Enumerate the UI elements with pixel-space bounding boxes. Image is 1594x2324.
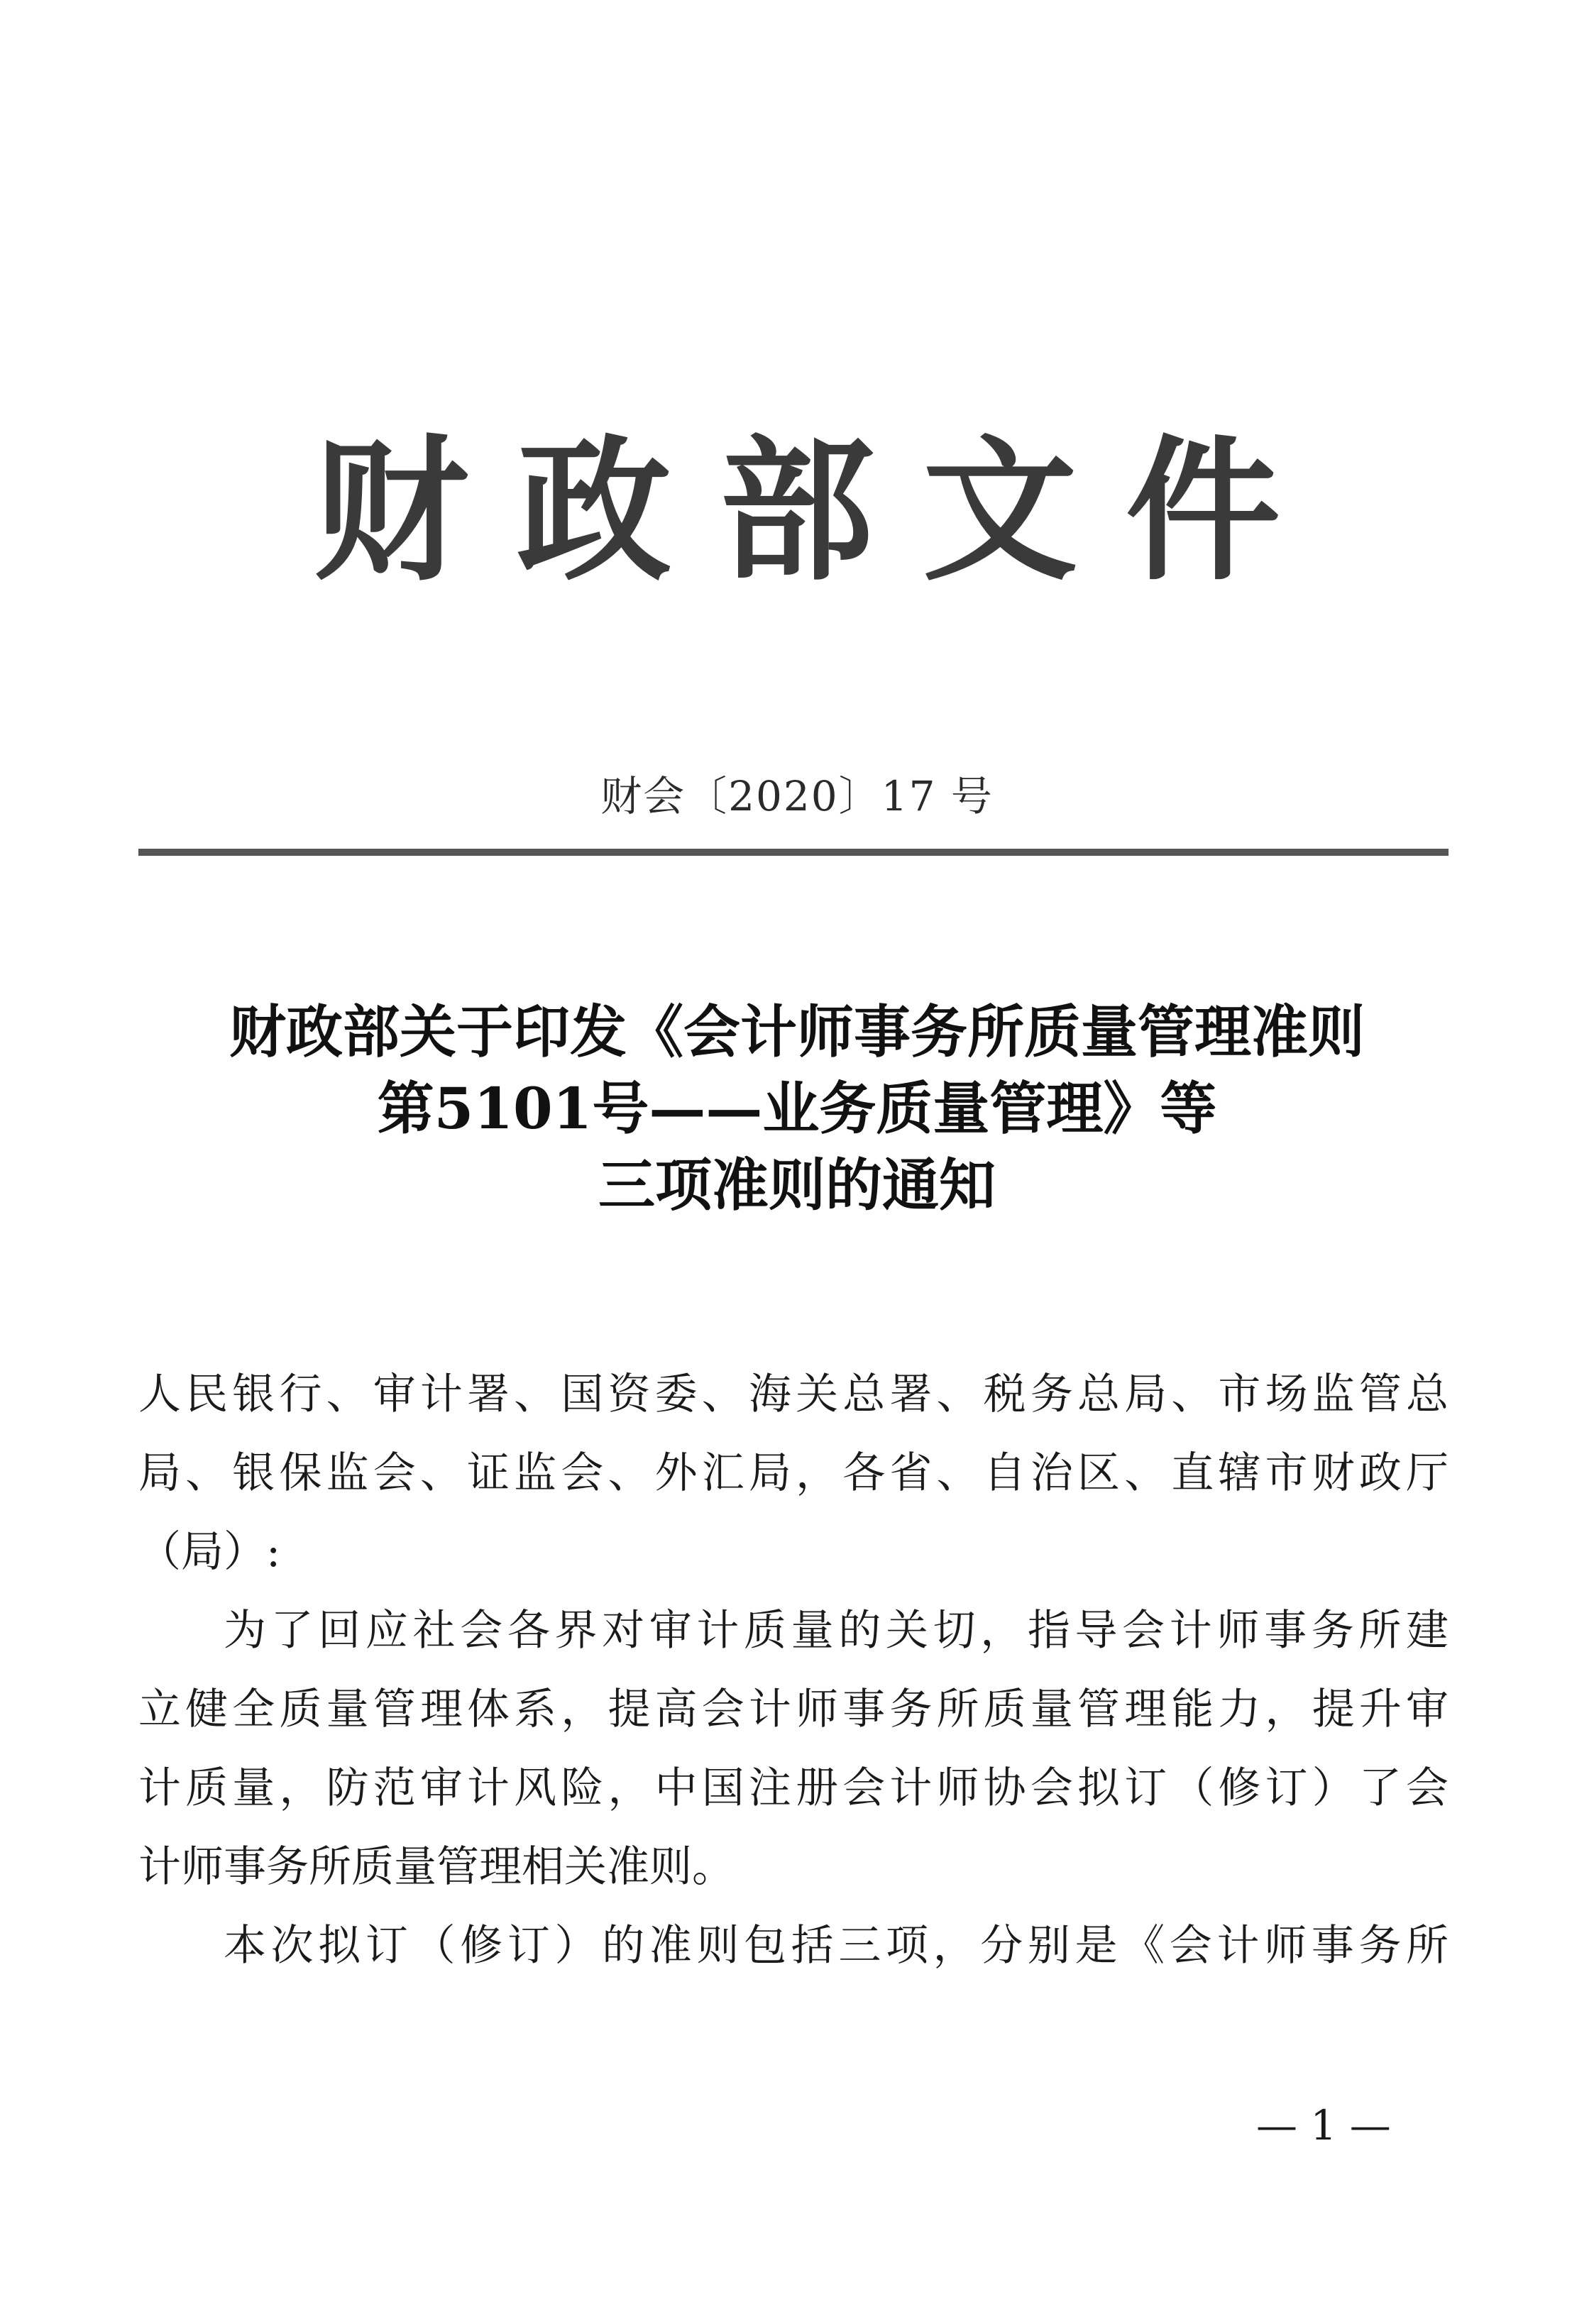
title-line-3: 三项准则的通知 (598, 1152, 996, 1218)
header-divider (138, 849, 1449, 856)
paragraph-1-line-1: 为了回应社会各界对审计质量的关切，指导会计师事务所建 (224, 1606, 1449, 1656)
addressee-line-2: 局、银保监会、证监会、外汇局，各省、自治区、直辖市财政厅 (138, 1448, 1449, 1498)
document-body (138, 1355, 1449, 1986)
paragraph-1-line-4: 计师事务所质量管理相关准则。 (138, 1842, 735, 1892)
addressee-line-1: 人民银行、审计署、国资委、海关总署、税务总局、市场监管总 (138, 1370, 1449, 1419)
title-line-2: 第5101号——业务质量管理》等 (377, 1075, 1217, 1142)
paragraph-2-line-1: 本次拟订（修订）的准则包括三项，分别是《会计师事务所 (224, 1921, 1449, 1971)
masthead-title: 财政部文件 (314, 420, 1329, 602)
notice-title (0, 993, 1594, 1223)
document-number: 财会〔2020〕17 号 (600, 772, 994, 820)
paragraph-1-line-3: 计质量，防范审计风险，中国注册会计师协会拟订（修订）了会 (138, 1763, 1449, 1813)
page-number: — 1 — (1256, 2101, 1391, 2149)
title-line-1: 财政部关于印发《会计师事务所质量管理准则 (229, 998, 1365, 1065)
addressee-line-3: （局）: (138, 1527, 281, 1577)
paragraph-1-line-2: 立健全质量管理体系，提高会计师事务所质量管理能力，提升审 (138, 1685, 1449, 1734)
